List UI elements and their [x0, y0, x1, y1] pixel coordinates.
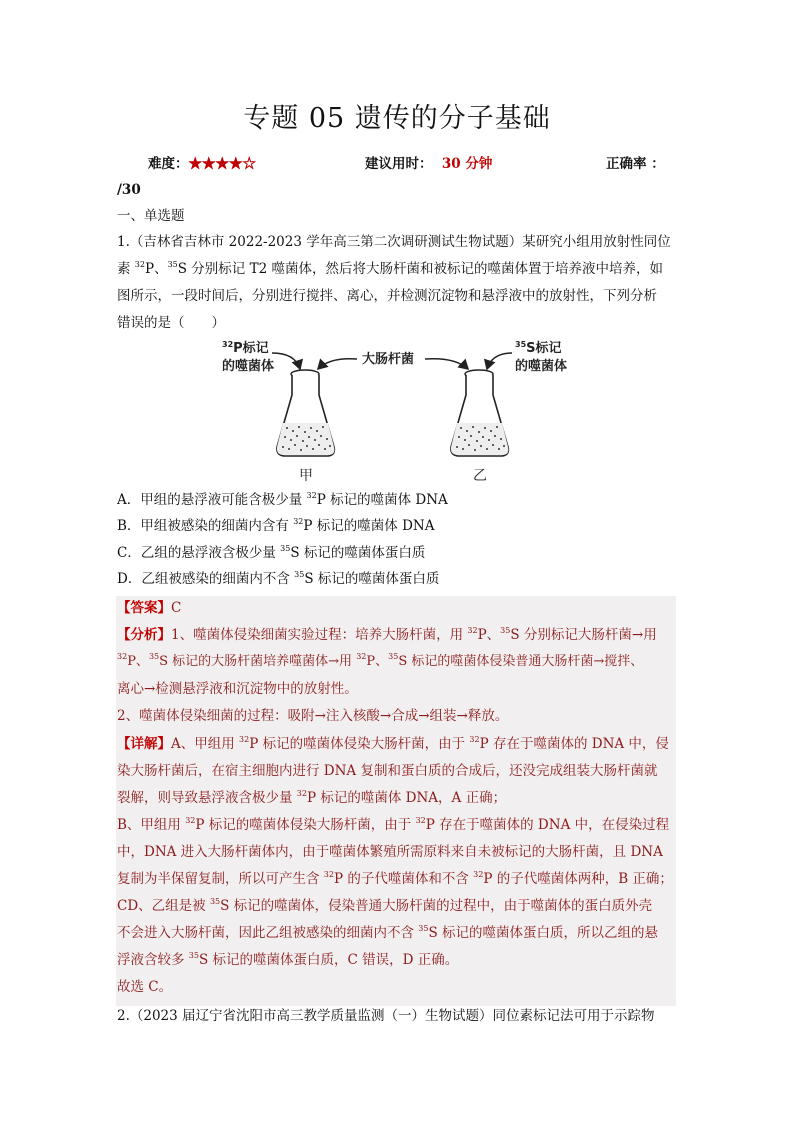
right-label-line2: 的噬菌体: [515, 359, 568, 374]
flask-jia: [277, 370, 335, 484]
option-d: D．乙组被感染的细菌内不含 $^{35}$S 标记的噬菌体蛋白质: [117, 570, 440, 587]
difficulty: [148, 152, 256, 172]
flask-jia-liquid: [277, 423, 335, 455]
left-label-line2: 的噬菌体: [222, 359, 275, 374]
time-value: 30 分钟: [441, 156, 493, 172]
detail-line: 不会进入大肠杆菌，因此乙组被感染的细菌内不含 $^{35}$S 标记的噬菌体蛋白质，所以乙组的悬: [117, 924, 659, 941]
right-label-line1: $^{35}$S标记: [515, 340, 562, 356]
detail-line: 复制为半保留复制，所以可产生含 $^{32}$P 的子代噬菌体和不含 $^{32}$P 的子代噬菌体两种，B 正确；: [117, 870, 673, 887]
detail-line: 浮液含较多 $^{35}$S 标记的噬菌体蛋白质，C 错误，D 正确。: [117, 951, 459, 968]
difficulty-label: 难度：: [148, 156, 189, 172]
q1-line: 错误的是（ ）: [117, 315, 225, 331]
time-label: 建议用时：: [365, 156, 433, 172]
difficulty-stars: ★★★★☆: [188, 156, 256, 172]
q1-line: 1.（吉林省吉林市 2022-2023 学年高三第二次调研测试生物试题）某研究小组用放射性同位: [117, 234, 671, 250]
option-a: A．甲组的悬浮液可能含极少量 $^{32}$P 标记的噬菌体 DNA: [117, 491, 448, 508]
detail-line: 中，DNA 进入大肠杆菌体内，由于噬菌体繁殖所需原料来自未被标记的大肠杆菌，且 DNA: [117, 844, 663, 860]
flask-jia-label: 甲: [299, 468, 313, 484]
flask-yi-liquid: [451, 423, 509, 455]
option-b: B．甲组被感染的细菌内含有 $^{32}$P 标记的噬菌体 DNA: [117, 517, 435, 534]
arrow-right-label: [487, 353, 512, 369]
page-title: 专题 05 遗传的分子基础: [243, 103, 551, 134]
section-heading: 一、单选题: [117, 208, 185, 224]
accuracy-total: /30: [117, 182, 141, 198]
answer-line: 【答案】C: [117, 600, 182, 616]
analysis-line: 离心→检测悬浮液和沉淀物中的放射性。: [117, 681, 358, 697]
detail-line: 【详解】A、甲组用 $^{32}$P 标记的噬菌体侵染大肠杆菌，由于 $^{32}$P 存在于噬菌体的 DNA 中，侵: [117, 735, 669, 752]
arrow-middle-left: [318, 359, 357, 369]
left-label-line1: $^{32}$P标记: [222, 340, 269, 356]
suggested-time: [365, 152, 492, 172]
question-2: 2.（2023 届辽宁省沈阳市高三教学质量监测（一）生物试题）同位素标记法可用于示踪物: [117, 1008, 655, 1024]
detail-line: CD、乙组是被 $^{35}$S 标记的噬菌体，侵染普通大肠杆菌的过程中，由于噬菌体的蛋白质外壳: [117, 897, 653, 914]
flask-yi: [451, 370, 509, 484]
detail-line: 故选 C。: [117, 979, 173, 995]
middle-label: 大肠杆菌: [362, 352, 415, 367]
q1-line: 图所示，一段时间后，分别进行搅拌、离心，并检测沉淀物和悬浮液中的放射性，下列分析: [117, 288, 657, 304]
arrow-middle-right: [425, 359, 468, 369]
analysis-line: 2、噬菌体侵染细菌的过程：吸附→注入核酸→合成→组装→释放。: [117, 708, 509, 724]
q1-line: 素 $^{32}$P、$^{35}$S 分别标记 T2 噬菌体，然后将大肠杆菌和被标记的噬菌体置于培养液中培养，如: [117, 260, 663, 277]
option-c: C．乙组的悬浮液含极少量 $^{35}$S 标记的噬菌体蛋白质: [117, 544, 426, 561]
accuracy-label: 正确率 ：: [606, 156, 665, 172]
detail-line: 染大肠杆菌后，在宿主细胞内进行 DNA 复制和蛋白质的合成后，还没完成组装大肠杆菌就: [117, 763, 658, 779]
flask-yi-label: 乙: [473, 468, 487, 484]
experiment-figure: [0, 335, 794, 495]
detail-line: B、甲组用 $^{32}$P 标记的噬菌体侵染大肠杆菌，由于 $^{32}$P 存在于噬菌体的 DNA 中，在侵染过程: [117, 816, 670, 833]
arrow-left-label: [272, 353, 300, 369]
detail-line: 裂解，则导致悬浮液含极少量 $^{32}$P 标记的噬菌体 DNA，A 正确；: [117, 789, 507, 806]
analysis-line: 【分析】1、噬菌体侵染细菌实验过程：培养大肠杆菌，用 $^{32}$P、$^{35}$S 分别标记大肠杆菌→用: [117, 626, 657, 643]
accuracy: [606, 152, 665, 172]
analysis-line: $^{32}$P、$^{35}$S 标记的大肠杆菌培养噬菌体→用 $^{32}$P、$^{35}$S 标记的噬菌体侵染普通大肠杆菌→搅拌、: [117, 652, 644, 669]
